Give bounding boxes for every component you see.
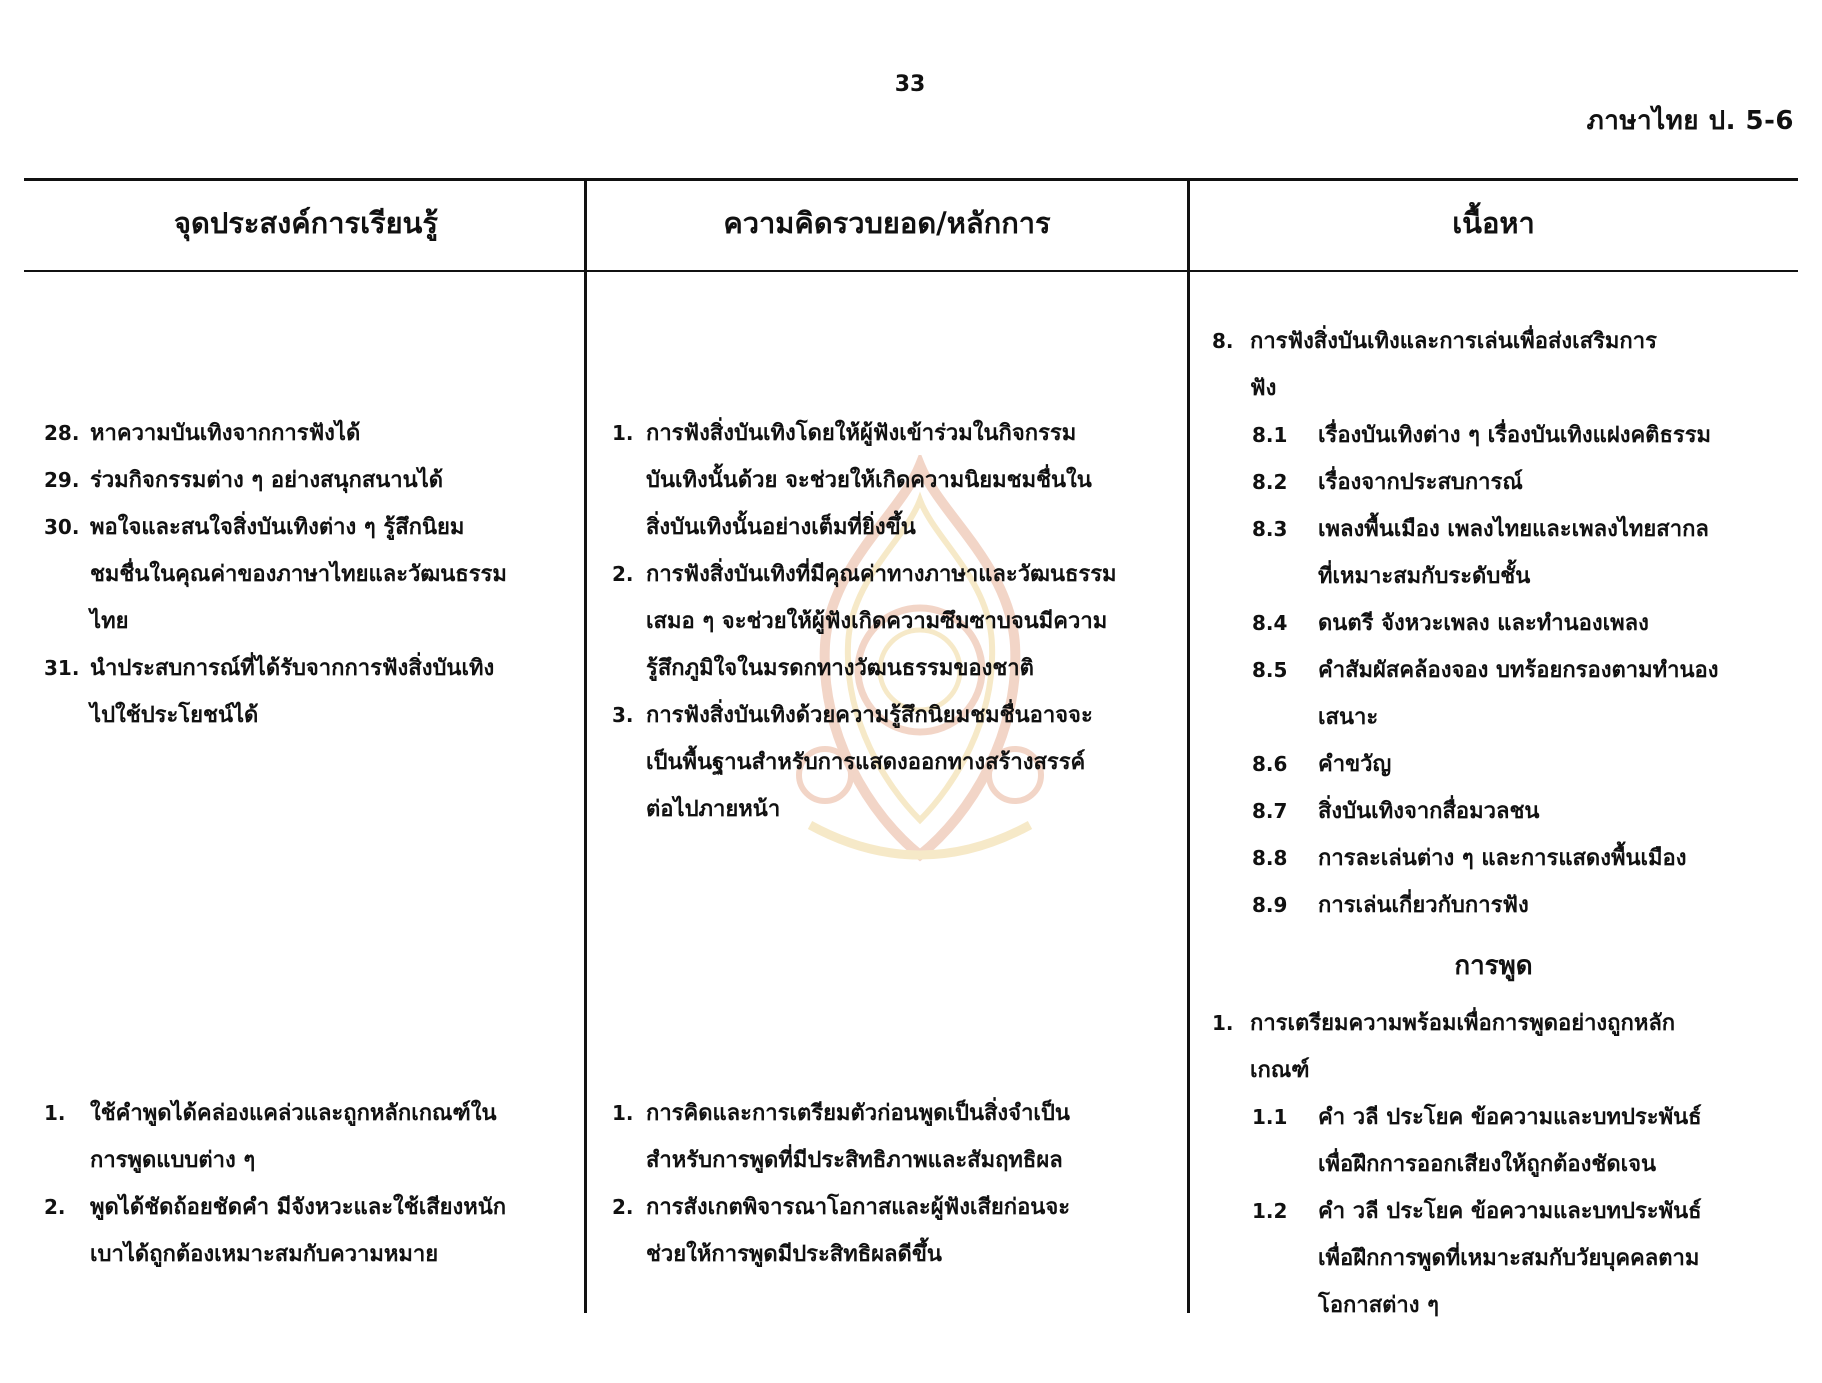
entry-line: เสนาะ	[1318, 705, 1379, 730]
entry-line: การฟังสิ่งบันเทิงโดยให้ผู้ฟังเข้าร่วมในกิจกรรม	[646, 421, 1077, 446]
content-subitem	[1252, 1188, 1702, 1329]
content-subitem	[1252, 647, 1718, 741]
entry-line: ฟัง	[1250, 376, 1277, 401]
entry-number: 1.	[44, 1101, 66, 1125]
entry-line: คำขวัญ	[1318, 752, 1392, 777]
entry-number: 8.7	[1252, 799, 1288, 823]
entry-line: เรื่องจากประสบการณ์	[1318, 470, 1523, 495]
column-header-concepts: ความคิดรวบยอด/หลักการ	[723, 206, 1051, 240]
content-subitem	[1252, 506, 1709, 600]
concept-item	[612, 551, 1117, 692]
entry-number: 8.4	[1252, 611, 1288, 635]
content-subitem	[1252, 741, 1391, 788]
concept-item	[612, 410, 1092, 551]
entry-number: 1.	[612, 421, 634, 445]
content-subitem	[1252, 459, 1523, 506]
entry-number: 2.	[44, 1195, 66, 1219]
entry-line: คำสัมผัสคล้องจอง บทร้อยกรองตามทำนอง	[1318, 658, 1719, 683]
objective-item	[44, 1090, 496, 1184]
concept-item	[612, 1184, 1070, 1278]
objective-item	[44, 410, 360, 457]
content-subitem	[1252, 788, 1539, 835]
column-divider-2	[1187, 178, 1190, 1313]
entry-line: การสังเกตพิจารณาโอกาสและผู้ฟังเสียก่อนจะ	[646, 1195, 1071, 1220]
entry-number: 29.	[44, 468, 80, 492]
entry-line: การพูดแบบต่าง ๆ	[90, 1148, 256, 1173]
entry-number: 8.2	[1252, 470, 1288, 494]
content-subitem	[1252, 835, 1686, 882]
entry-line: โอกาสต่าง ๆ	[1318, 1293, 1439, 1318]
entry-number: 8.8	[1252, 846, 1288, 870]
entry-line: ดนตรี จังหวะเพลง และทำนองเพลง	[1318, 611, 1649, 636]
content-subitem	[1252, 412, 1711, 459]
entry-number: 1.	[612, 1101, 634, 1125]
entry-line: หาความบันเทิงจากการฟังได้	[90, 421, 361, 446]
entry-line: เพื่อฝึกการพูดที่เหมาะสมกับวัยบุคคลตาม	[1318, 1246, 1700, 1271]
content-subitem	[1252, 600, 1649, 647]
entry-line: การฟังสิ่งบันเทิงที่มีคุณค่าทางภาษาและวัฒนธรรม	[646, 562, 1117, 587]
entry-line: เสมอ ๆ จะช่วยให้ผู้ฟังเกิดความซึมซาบจนมีความ	[646, 609, 1108, 634]
column-header-content: เนื้อหา	[1452, 206, 1535, 240]
entry-line: การเตรียมความพร้อมเพื่อการพูดอย่างถูกหลัก	[1250, 1011, 1676, 1036]
entry-number: 30.	[44, 515, 80, 539]
entry-number: 1.2	[1252, 1199, 1288, 1223]
entry-line: การฟังสิ่งบันเทิงด้วยความรู้สึกนิยมชมชื่นอาจจะ	[646, 703, 1093, 728]
concept-item	[612, 1090, 1070, 1184]
entry-line: ชมชื่นในคุณค่าของภาษาไทยและวัฒนธรรม	[90, 562, 507, 587]
entry-number: 8.1	[1252, 423, 1288, 447]
entry-line: เป็นพื้นฐานสำหรับการแสดงออกทางสร้างสรรค์	[646, 750, 1086, 775]
entry-number: 8.9	[1252, 893, 1288, 917]
entry-number: 2.	[612, 562, 634, 586]
entry-line: การฟังสิ่งบันเทิงและการเล่นเพื่อส่งเสริมการ	[1250, 329, 1657, 354]
entry-number: 2.	[612, 1195, 634, 1219]
subject-label: ภาษาไทย ป. 5-6	[1586, 106, 1794, 136]
entry-number: 28.	[44, 421, 80, 445]
entry-number: 8.5	[1252, 658, 1288, 682]
entry-line: เพลงพื้นเมือง เพลงไทยและเพลงไทยสากล	[1318, 517, 1709, 542]
entry-line: พูดได้ชัดถ้อยชัดคำ มีจังหวะและใช้เสียงหนัก	[90, 1195, 507, 1220]
entry-line: ไปใช้ประโยชน์ได้	[90, 703, 259, 728]
entry-line: บันเทิงนั้นด้วย จะช่วยให้เกิดความนิยมชมชื่นใน	[646, 468, 1092, 493]
entry-line: สิ่งบันเทิงจากสื่อมวลชน	[1318, 799, 1540, 824]
entry-number: 8.	[1212, 329, 1234, 353]
entry-line: พอใจและสนใจสิ่งบันเทิงต่าง ๆ รู้สึกนิยม	[90, 515, 465, 540]
entry-line: นำประสบการณ์ที่ได้รับจากการฟังสิ่งบันเทิง	[90, 656, 495, 681]
content-subitem	[1252, 1094, 1702, 1188]
objective-item	[44, 1184, 506, 1278]
entry-number: 3.	[612, 703, 634, 727]
section-title-speaking: การพูด	[1454, 951, 1533, 981]
entry-line: รู้สึกภูมิใจในมรดกทางวัฒนธรรมของชาติ	[646, 656, 1034, 681]
entry-line: เรื่องบันเทิงต่าง ๆ เรื่องบันเทิงแฝงคติธรรม	[1318, 423, 1712, 448]
entry-line: การเล่นเกี่ยวกับการฟัง	[1318, 893, 1529, 918]
entry-number: 8.3	[1252, 517, 1288, 541]
page-number: 33	[894, 72, 926, 97]
content-subitem	[1252, 882, 1529, 929]
header-bottom-rule	[24, 270, 1798, 272]
entry-number: 1.	[1212, 1011, 1234, 1035]
entry-number: 1.1	[1252, 1105, 1288, 1129]
entry-line: เกณฑ์	[1250, 1058, 1310, 1083]
objective-item	[44, 645, 494, 739]
entry-line: ร่วมกิจกรรมต่าง ๆ อย่างสนุกสนานได้	[90, 468, 444, 493]
entry-line: เพื่อฝึกการออกเสียงให้ถูกต้องชัดเจน	[1318, 1152, 1657, 1177]
objective-item	[44, 457, 443, 504]
column-header-objectives: จุดประสงค์การเรียนรู้	[174, 206, 438, 240]
entry-line: ที่เหมาะสมกับระดับชั้น	[1318, 564, 1531, 589]
concept-item	[612, 692, 1093, 833]
entry-line: คำ วลี ประโยค ข้อความและบทประพันธ์	[1318, 1199, 1702, 1224]
entry-line: ช่วยให้การพูดมีประสิทธิผลดีขึ้น	[646, 1242, 942, 1267]
entry-line: การละเล่นต่าง ๆ และการแสดงพื้นเมือง	[1318, 846, 1687, 871]
entry-number: 31.	[44, 656, 80, 680]
entry-line: เบาได้ถูกต้องเหมาะสมกับความหมาย	[90, 1242, 439, 1267]
entry-line: การคิดและการเตรียมตัวก่อนพูดเป็นสิ่งจำเป็น	[646, 1101, 1070, 1126]
entry-line: ไทย	[90, 609, 129, 634]
entry-number: 8.6	[1252, 752, 1288, 776]
column-divider-1	[584, 178, 587, 1313]
content-topic-1	[1212, 1000, 1675, 1094]
entry-line: สิ่งบันเทิงนั้นอย่างเต็มที่ยิ่งขึ้น	[646, 515, 916, 540]
objective-item	[44, 504, 507, 645]
entry-line: สำหรับการพูดที่มีประสิทธิภาพและสัมฤทธิผล	[646, 1148, 1063, 1173]
content-topic-8	[1212, 318, 1657, 412]
entry-line: ใช้คำพูดได้คล่องแคล่วและถูกหลักเกณฑ์ใน	[90, 1101, 497, 1126]
entry-line: คำ วลี ประโยค ข้อความและบทประพันธ์	[1318, 1105, 1702, 1130]
entry-line: ต่อไปภายหน้า	[646, 797, 781, 822]
table-top-rule	[24, 178, 1798, 181]
